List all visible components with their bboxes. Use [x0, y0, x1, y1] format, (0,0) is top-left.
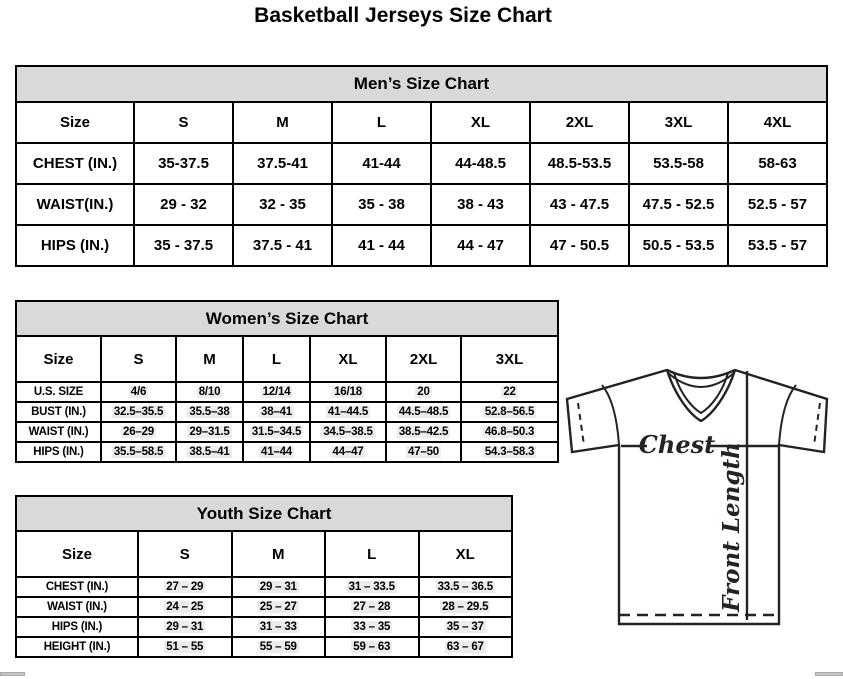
cell: 58-63: [728, 143, 827, 184]
cell: 48.5-53.5: [530, 143, 629, 184]
cell: 27 – 28: [325, 597, 419, 617]
cell: 47–50: [386, 442, 461, 462]
row-label: WAIST (IN.): [16, 422, 101, 442]
cell: 44 - 47: [431, 225, 530, 266]
row-label: HEIGHT (IN.): [16, 637, 138, 657]
cell: 12/14: [243, 382, 310, 402]
jersey-left-cuff-dashes: [578, 403, 584, 445]
cell: 29 - 32: [134, 184, 233, 225]
mens-col-header: L: [332, 102, 431, 143]
cell: 35 – 37: [419, 617, 513, 637]
cell: 26–29: [101, 422, 176, 442]
cell: 38.5–41: [176, 442, 243, 462]
table-row: [16, 442, 558, 462]
cell: 37.5-41: [233, 143, 332, 184]
cell: 41-44: [332, 143, 431, 184]
youth-chart-title: Youth Size Chart: [16, 496, 512, 531]
chest-label: Chest: [638, 430, 716, 459]
youth-col-header: L: [325, 531, 419, 577]
table-row: [16, 143, 827, 184]
cell: 35-37.5: [134, 143, 233, 184]
cell: 38.5–42.5: [386, 422, 461, 442]
mens-size-chart-table: [15, 65, 828, 267]
cell: 55 – 59: [232, 637, 326, 657]
cell: 37.5 - 41: [233, 225, 332, 266]
womens-header-row: [16, 336, 558, 382]
mens-col-header: S: [134, 102, 233, 143]
jersey-right-cuff-dashes: [814, 403, 820, 445]
jersey-left-armhole-seam: [602, 385, 619, 445]
mens-chart-title: Men’s Size Chart: [16, 66, 827, 102]
table-row: [16, 225, 827, 266]
mens-col-header: Size: [16, 102, 134, 143]
cell: 41–44: [243, 442, 310, 462]
youth-col-header: S: [138, 531, 232, 577]
cell: 41–44.5: [310, 402, 386, 422]
mens-col-header: M: [233, 102, 332, 143]
cell: 44.5–48.5: [386, 402, 461, 422]
cell: 24 – 25: [138, 597, 232, 617]
cell: 53.5 - 57: [728, 225, 827, 266]
mens-col-header: 3XL: [629, 102, 728, 143]
youth-col-header: Size: [16, 531, 138, 577]
cell: 43 - 47.5: [530, 184, 629, 225]
mens-col-header: 4XL: [728, 102, 827, 143]
cell: 63 – 67: [419, 637, 513, 657]
cell: 27 – 29: [138, 577, 232, 597]
youth-col-header: M: [232, 531, 326, 577]
table-row: [16, 422, 558, 442]
cell: 35 - 38: [332, 184, 431, 225]
jersey-measurement-diagram: [557, 357, 843, 647]
cell: 33.5 – 36.5: [419, 577, 513, 597]
youth-header-row: [16, 531, 512, 577]
womens-col-header: M: [176, 336, 243, 382]
cell: 47.5 - 52.5: [629, 184, 728, 225]
cell: 44–47: [310, 442, 386, 462]
cell: 53.5-58: [629, 143, 728, 184]
cell: 31.5–34.5: [243, 422, 310, 442]
cell: 35.5–58.5: [101, 442, 176, 462]
cell: 29 – 31: [138, 617, 232, 637]
row-label: HIPS (IN.): [16, 617, 138, 637]
cell: 29–31.5: [176, 422, 243, 442]
cell: 34.5–38.5: [310, 422, 386, 442]
front-length-label: Front Length: [718, 442, 745, 612]
mens-header-row: [16, 102, 827, 143]
cell: 33 – 35: [325, 617, 419, 637]
cell: 32.5–35.5: [101, 402, 176, 422]
youth-col-header: XL: [419, 531, 513, 577]
table-row: [16, 577, 512, 597]
womens-col-header: XL: [310, 336, 386, 382]
cell: 8/10: [176, 382, 243, 402]
cell: 25 – 27: [232, 597, 326, 617]
table-row: [16, 637, 512, 657]
womens-col-header: 3XL: [461, 336, 558, 382]
womens-col-header: S: [101, 336, 176, 382]
page-title: Basketball Jerseys Size Chart: [254, 4, 552, 27]
cell: 32 - 35: [233, 184, 332, 225]
cell: 29 – 31: [232, 577, 326, 597]
youth-size-chart-table: [15, 495, 513, 658]
womens-col-header: Size: [16, 336, 101, 382]
cell: 16/18: [310, 382, 386, 402]
row-label: U.S. SIZE: [16, 382, 101, 402]
horizontal-scrollbar-thumb-right[interactable]: [815, 672, 843, 676]
cell: 31 – 33: [232, 617, 326, 637]
cell: 28 – 29.5: [419, 597, 513, 617]
row-label: CHEST (IN.): [16, 143, 134, 184]
row-label: HIPS (IN.): [16, 225, 134, 266]
cell: 20: [386, 382, 461, 402]
table-row: [16, 402, 558, 422]
womens-col-header: L: [243, 336, 310, 382]
cell: 38–41: [243, 402, 310, 422]
cell: 52.5 - 57: [728, 184, 827, 225]
cell: 46.8–50.3: [461, 422, 558, 442]
row-label: BUST (IN.): [16, 402, 101, 422]
mens-col-header: XL: [431, 102, 530, 143]
horizontal-scrollbar-thumb-left[interactable]: [0, 672, 25, 676]
jersey-outline: [567, 370, 827, 624]
womens-size-chart-table: [15, 300, 559, 463]
cell: 38 - 43: [431, 184, 530, 225]
row-label: CHEST (IN.): [16, 577, 138, 597]
cell: 44-48.5: [431, 143, 530, 184]
cell: 31 – 33.5: [325, 577, 419, 597]
cell: 52.8–56.5: [461, 402, 558, 422]
table-row: [16, 597, 512, 617]
cell: 47 - 50.5: [530, 225, 629, 266]
mens-col-header: 2XL: [530, 102, 629, 143]
row-label: HIPS (IN.): [16, 442, 101, 462]
cell: 59 – 63: [325, 637, 419, 657]
womens-col-header: 2XL: [386, 336, 461, 382]
cell: 35.5–38: [176, 402, 243, 422]
table-row: [16, 382, 558, 402]
cell: 54.3–58.3: [461, 442, 558, 462]
row-label: WAIST(IN.): [16, 184, 134, 225]
cell: 41 - 44: [332, 225, 431, 266]
cell: 51 – 55: [138, 637, 232, 657]
table-row: [16, 184, 827, 225]
cell: 22: [461, 382, 558, 402]
table-row: [16, 617, 512, 637]
womens-chart-title: Women’s Size Chart: [16, 301, 558, 336]
cell: 4/6: [101, 382, 176, 402]
cell: 50.5 - 53.5: [629, 225, 728, 266]
row-label: WAIST (IN.): [16, 597, 138, 617]
cell: 35 - 37.5: [134, 225, 233, 266]
jersey-right-armhole-seam: [779, 385, 796, 445]
